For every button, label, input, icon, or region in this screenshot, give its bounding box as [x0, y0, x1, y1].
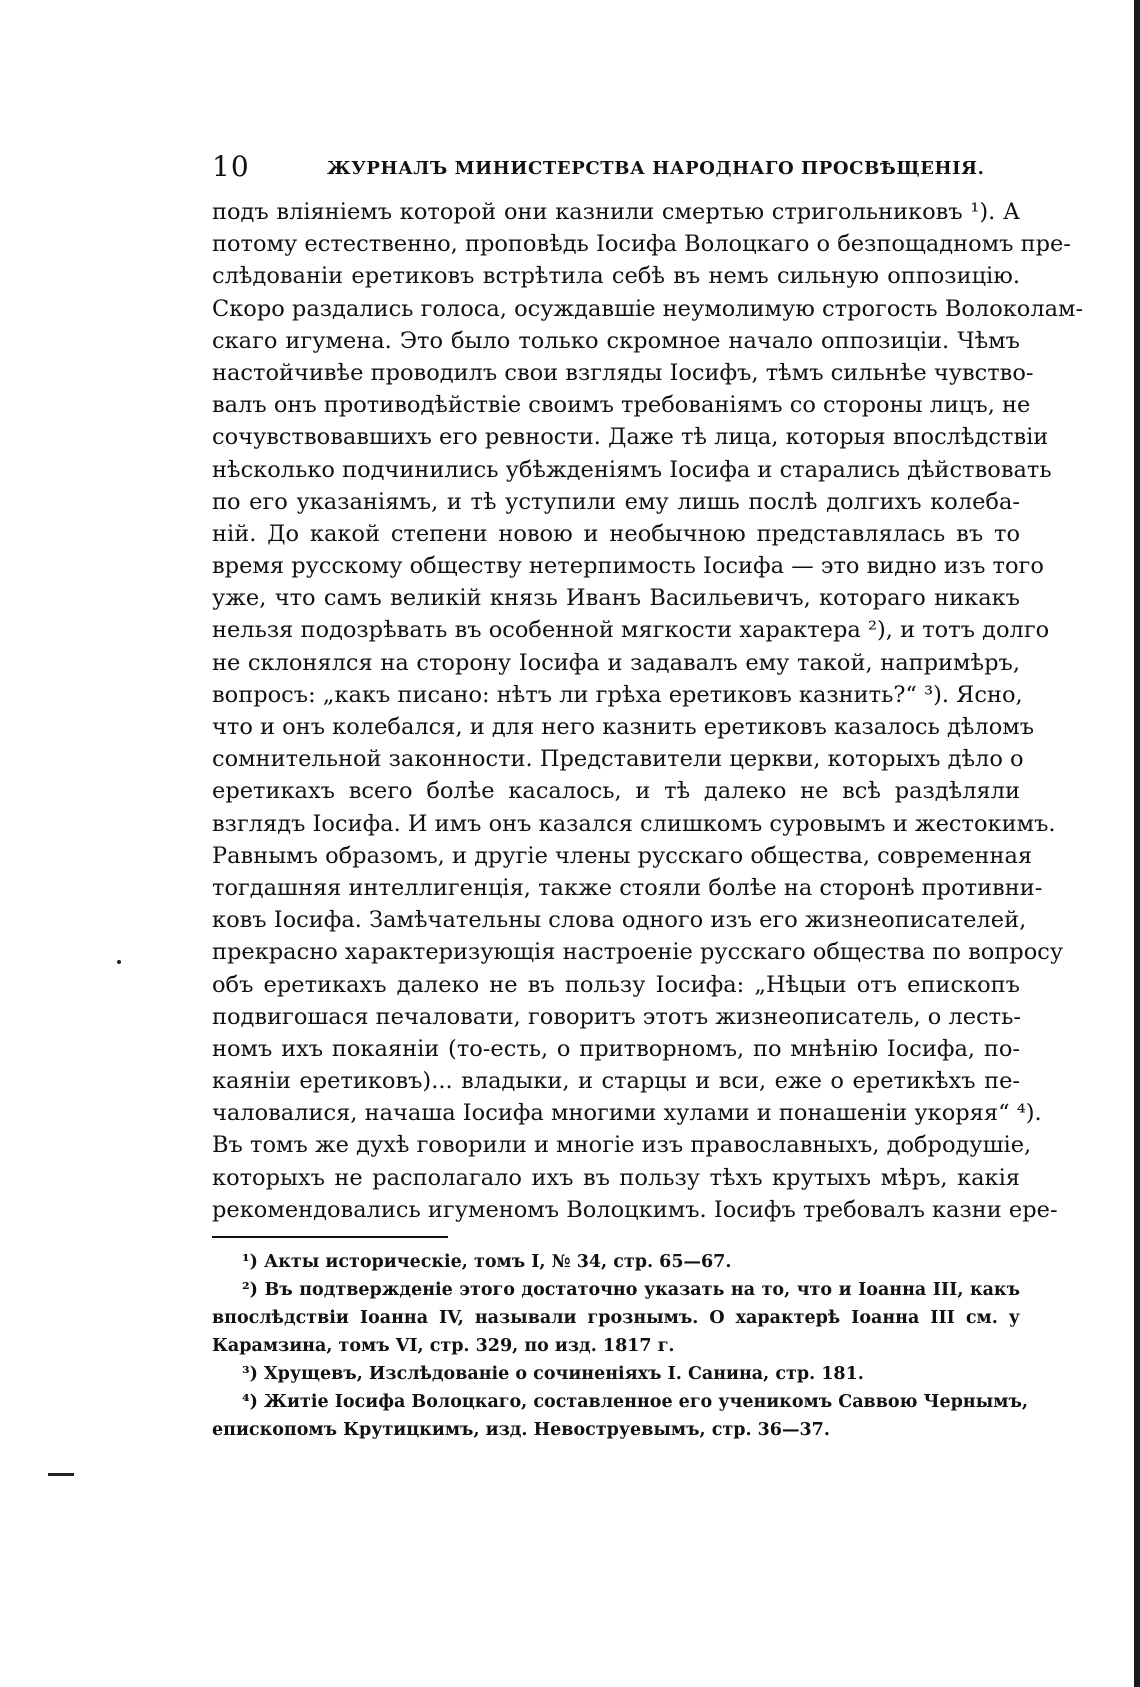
- footnote-line: Карамзина, томъ VI, стр. 329, по изд. 1817 г.: [212, 1336, 675, 1356]
- text-line: подвигошася печаловати, говоритъ этотъ жизнеописатель, о лесть-: [212, 1003, 1021, 1030]
- text-line: номъ ихъ покаяніи (то-есть, о притворномъ, по мнѣнію Іосифа, по-: [212, 1035, 1020, 1062]
- footnote-line: ³) Хрущевъ, Изслѣдованіе о сочиненіяхъ I. Санина, стр. 181.: [242, 1364, 864, 1384]
- text-line: уже, что самъ великій князь Иванъ Васильевичъ, котораго никакъ: [212, 585, 1020, 612]
- text-line: рекомендовались игуменомъ Волоцкимъ. Іосифъ требовалъ казни ере-: [212, 1196, 1058, 1223]
- page-edge-shadow: [1134, 0, 1140, 1687]
- footnote-line: ⁴) Житіе Іосифа Волоцкаго, составленное его ученикомъ Саввою Чернымъ,: [242, 1392, 1028, 1412]
- text-line: сочувствовавшихъ его ревности. Даже тѣ лица, которыя впослѣдствіи: [212, 424, 1049, 451]
- text-line: объ еретикахъ далеко не въ пользу Іосифа: „Нѣцыи отъ епископъ: [212, 971, 1020, 998]
- text-line: что и онъ колебался, и для него казнить еретиковъ казалось дѣломъ: [212, 714, 1035, 740]
- text-line: время русскому обществу нетерпимость Іосифа — это видно изъ того: [212, 553, 1044, 580]
- text-line: Скоро раздались голоса, осуждавшіе неумолимую строгость Волоколам-: [212, 295, 1084, 322]
- footnote-2: [212, 1276, 1020, 1360]
- text-line: взглядъ Іосифа. И имъ онъ казался слишкомъ суровымъ и жестокимъ.: [212, 810, 1056, 837]
- scan-dash: [48, 1473, 74, 1476]
- text-line: подъ вліяніемъ которой они казнили смертью стригольниковъ ¹). А: [212, 199, 1020, 225]
- text-line: сомнительной законности. Представители церкви, которыхъ дѣло о: [212, 746, 1024, 773]
- text-line: нельзя подозрѣвать въ особенной мягкости характера ²), и тотъ долго: [212, 617, 1050, 644]
- text-line: Равнымъ образомъ, и другіе члены русскаго общества, современная: [212, 842, 1033, 869]
- body-text: [212, 196, 1084, 1226]
- footnote-1: [212, 1248, 1020, 1276]
- text-line: прекрасно характеризующія настроеніе русскаго общества по вопросу: [212, 939, 1064, 966]
- text-line: тогдашняя интеллигенція, также стояли болѣе на сторонѣ противни-: [212, 874, 1043, 901]
- running-title: ЖУРНАЛЪ МИНИСТЕРСТВА НАРОДНАГО ПРОСВѢЩЕНІЯ.: [327, 158, 985, 179]
- text-line: валъ онъ противодѣйствіе своимъ требованіямъ со стороны лицъ, не: [212, 392, 1031, 419]
- text-line: скаго игумена. Это было только скромное начало оппозиціи. Чѣмъ: [212, 327, 1020, 354]
- text-line: ній. До какой степени новою и необычною представлялась въ то: [212, 520, 1020, 547]
- footnotes: [212, 1248, 1028, 1444]
- text-line: по его указаніямъ, и тѣ уступили ему лишь послѣ долгихъ колеба-: [212, 488, 1020, 515]
- footnote-line: ¹) Акты историческіе, томъ I, № 34, стр. 65—67.: [242, 1252, 732, 1272]
- footnote-rule: [212, 1236, 448, 1238]
- page-number: 10: [212, 150, 250, 183]
- scan-speck: [117, 960, 121, 964]
- text-line: еретикахъ всего болѣе касалось, и тѣ далеко не всѣ раздѣляли: [212, 778, 1020, 805]
- text-line: которыхъ не располагало ихъ въ пользу тѣхъ крутыхъ мѣръ, какія: [212, 1164, 1020, 1191]
- footnote-line: епископомъ Крутицкимъ, изд. Невоструевымъ, стр. 36—37.: [212, 1420, 830, 1440]
- footnote-4: [212, 1388, 1028, 1444]
- text-line: ковъ Іосифа. Замѣчательны слова одного изъ его жизнеописателей,: [212, 907, 1027, 934]
- footnote-line: впослѣдствіи Іоанна IV, называли грознымъ. О характерѣ Іоанна III см. у: [212, 1308, 1020, 1328]
- text-line: не склонялся на сторону Іосифа и задавалъ ему такой, напримѣръ,: [212, 649, 1020, 676]
- text-line: потому естественно, проповѣдь Іосифа Волоцкаго о безпощадномъ пре-: [212, 231, 1071, 258]
- text-line: вопросъ: „какъ писано: нѣтъ ли грѣха еретиковъ казнить?“ ³). Ясно,: [212, 681, 1023, 708]
- page-header: [212, 150, 1020, 186]
- book-page: [212, 150, 1084, 1444]
- text-line: каяніи еретиковъ)... владыки, и старцы и вси, еже о еретикѣхъ пе-: [212, 1068, 1020, 1095]
- text-line: нѣсколько подчинились убѣжденіямъ Іосифа и старались дѣйствовать: [212, 456, 1052, 483]
- footnote-line: ²) Въ подтвержденіе этого достаточно указать на то, что и Іоанна III, какъ: [242, 1280, 1020, 1300]
- text-line: чаловалися, начаша Іосифа многими хулами и понашеніи укоряя“ ⁴).: [212, 1100, 1042, 1127]
- footnote-3: [212, 1360, 1020, 1388]
- text-line: слѣдованіи еретиковъ встрѣтила себѣ въ немъ сильную оппозицію.: [212, 263, 1020, 290]
- text-line: настойчивѣе проводилъ свои взгляды Іосифъ, тѣмъ сильнѣе чувство-: [212, 359, 1034, 386]
- text-line: Въ томъ же духѣ говорили и многіе изъ православныхъ, добродушіе,: [212, 1132, 1032, 1159]
